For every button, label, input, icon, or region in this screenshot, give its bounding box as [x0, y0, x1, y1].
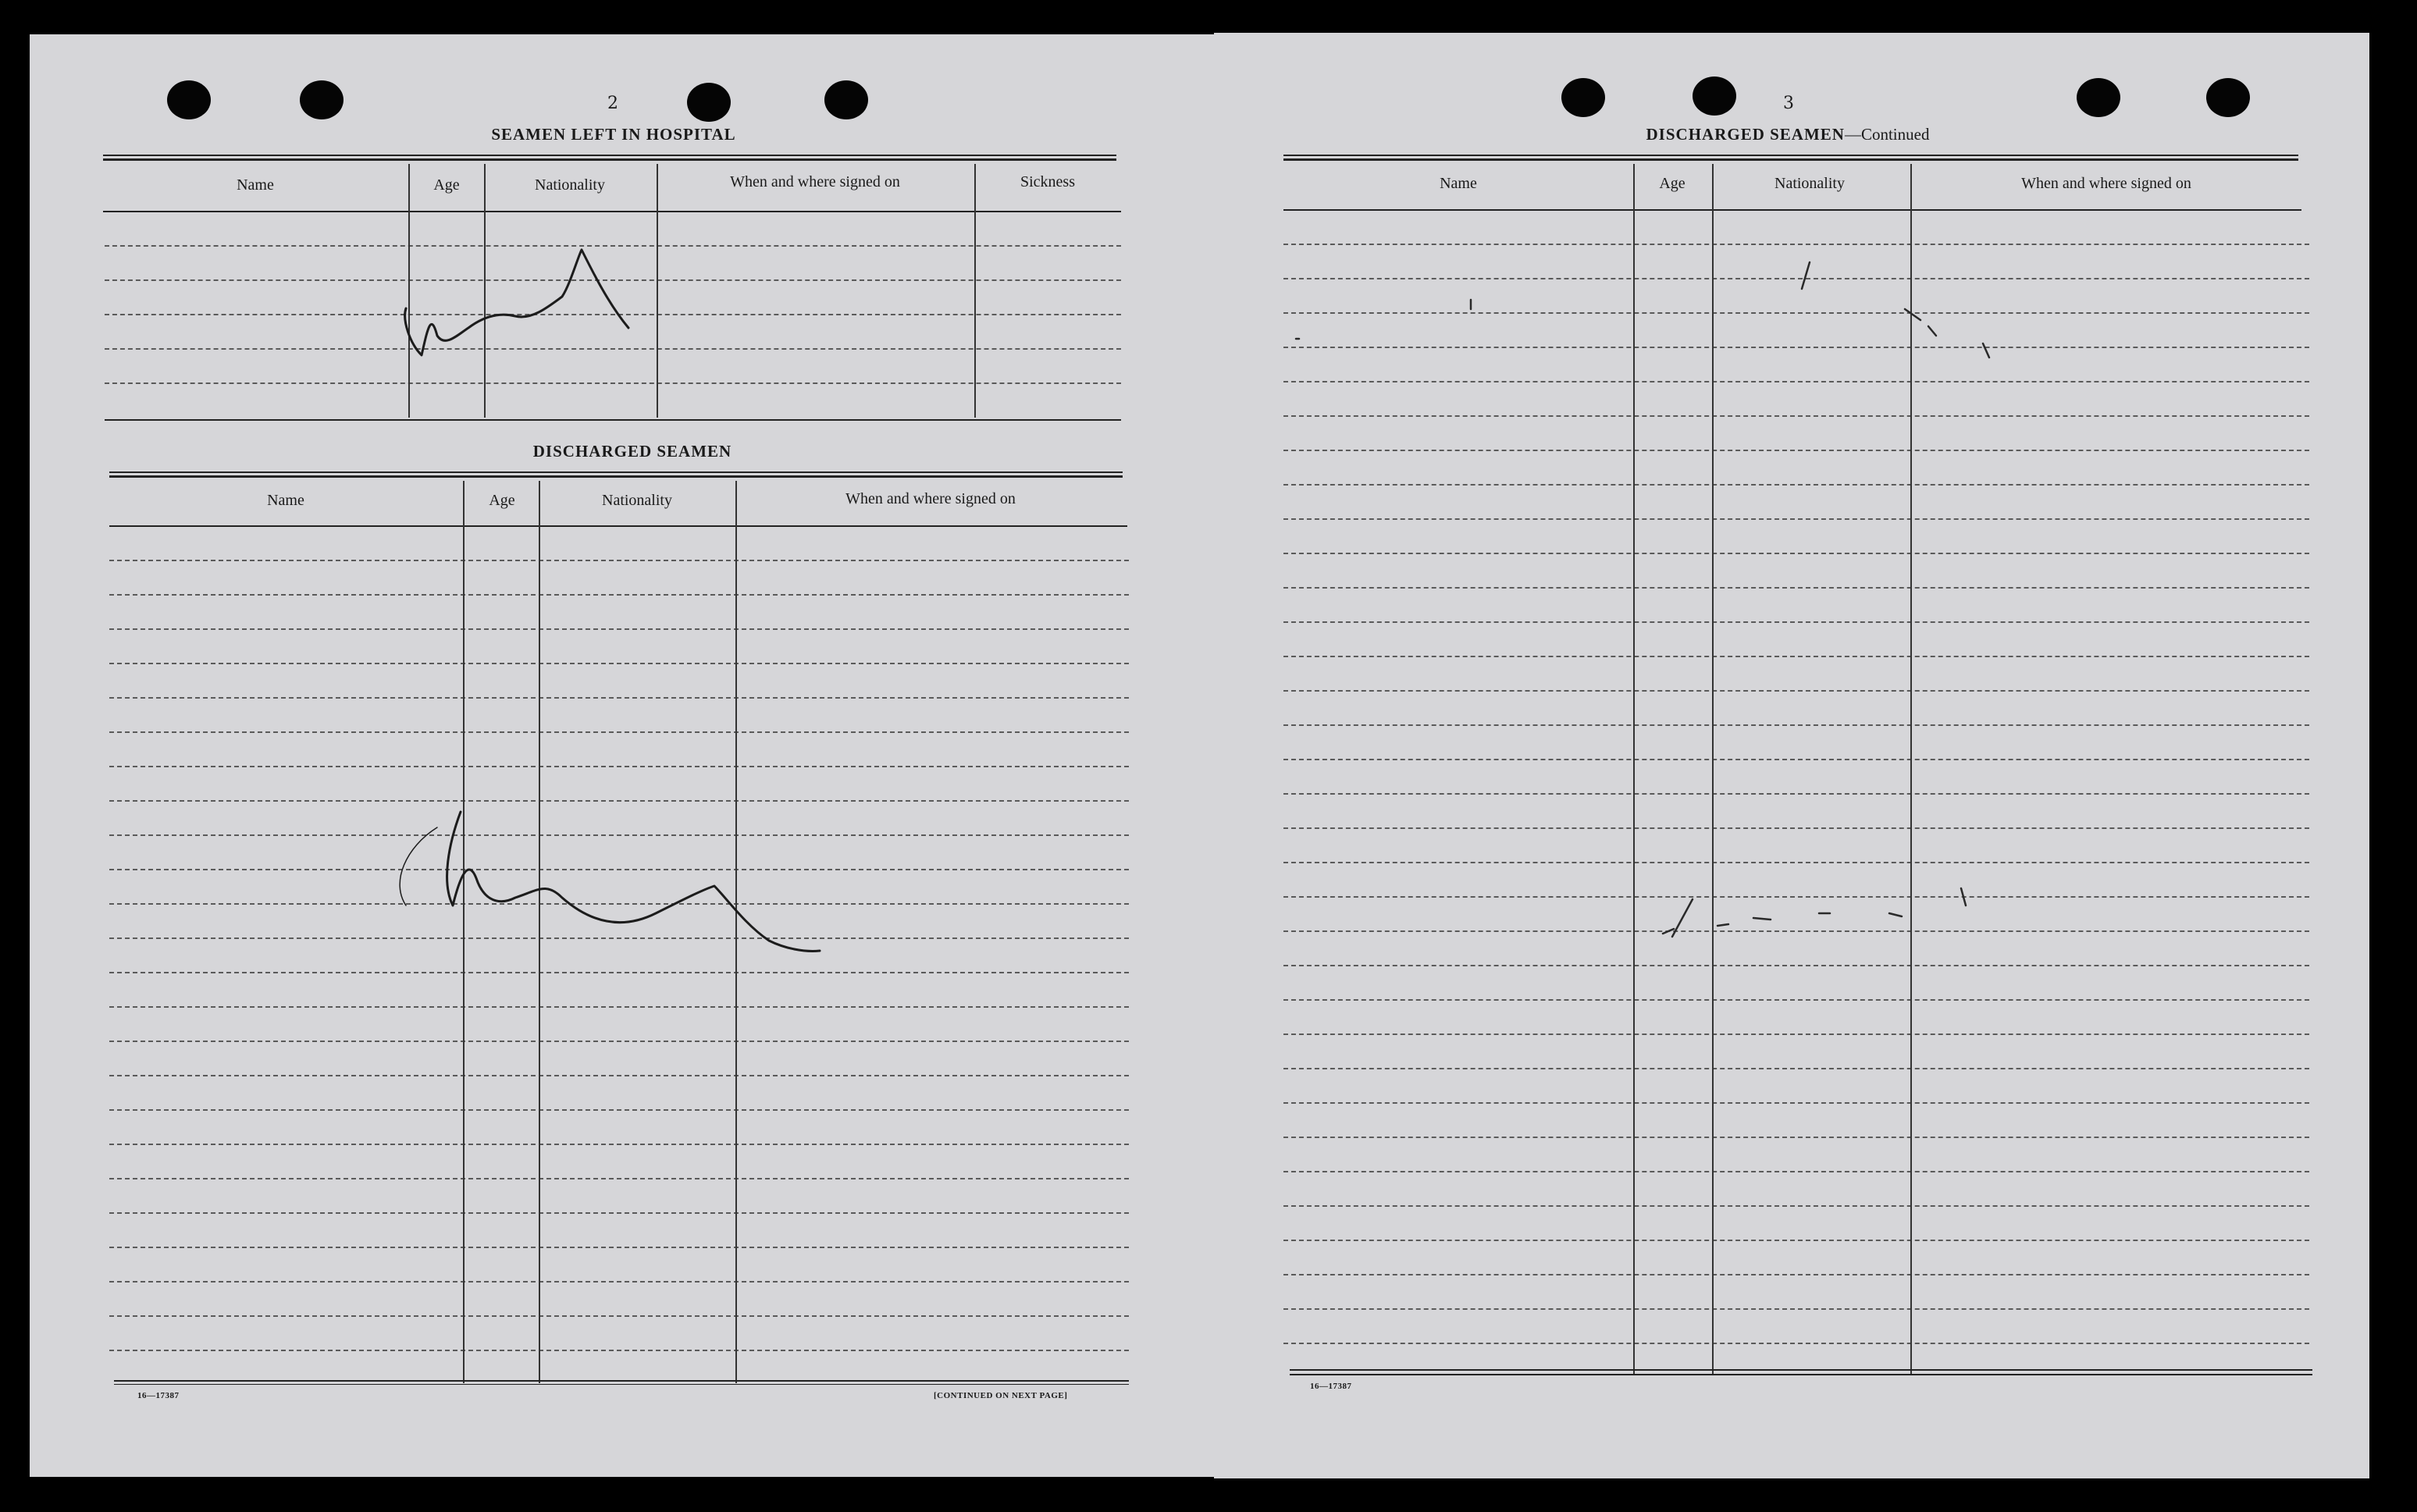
- hospital-col-age: Age: [433, 176, 460, 194]
- right-col-nationality: Nationality: [1774, 175, 1845, 192]
- right-title-suffix: —Continued: [1844, 125, 1930, 144]
- discharged-col-name: Name: [267, 492, 304, 509]
- hospital-col-sickness: Sickness: [1020, 173, 1075, 190]
- form-number-right: 16—17387: [1310, 1382, 1352, 1391]
- right-col-name: Name: [1440, 175, 1477, 192]
- discharged-section-title: DISCHARGED SEAMEN: [532, 442, 732, 461]
- discharged-col-nationality: Nationality: [602, 492, 672, 509]
- hospital-col-nationality: Nationality: [535, 176, 605, 194]
- page-number-left: 2: [607, 94, 618, 113]
- hospital-col-signed-on: When and where signed on: [730, 173, 900, 190]
- right-col-signed-on: When and where signed on: [2021, 175, 2191, 192]
- right-title-main: DISCHARGED SEAMEN: [1646, 125, 1845, 144]
- hospital-col-name: Name: [237, 176, 274, 194]
- right-col-age: Age: [1659, 175, 1685, 192]
- discharged-col-age: Age: [489, 492, 515, 509]
- continued-note: [CONTINUED ON NEXT PAGE]: [934, 1391, 1068, 1400]
- hospital-section-title: SEAMEN LEFT IN HOSPITAL: [491, 125, 736, 144]
- form-number-left: 16—17387: [137, 1391, 180, 1400]
- page-number-right: 3: [1783, 94, 1794, 113]
- discharged-col-signed-on: When and where signed on: [845, 490, 1016, 507]
